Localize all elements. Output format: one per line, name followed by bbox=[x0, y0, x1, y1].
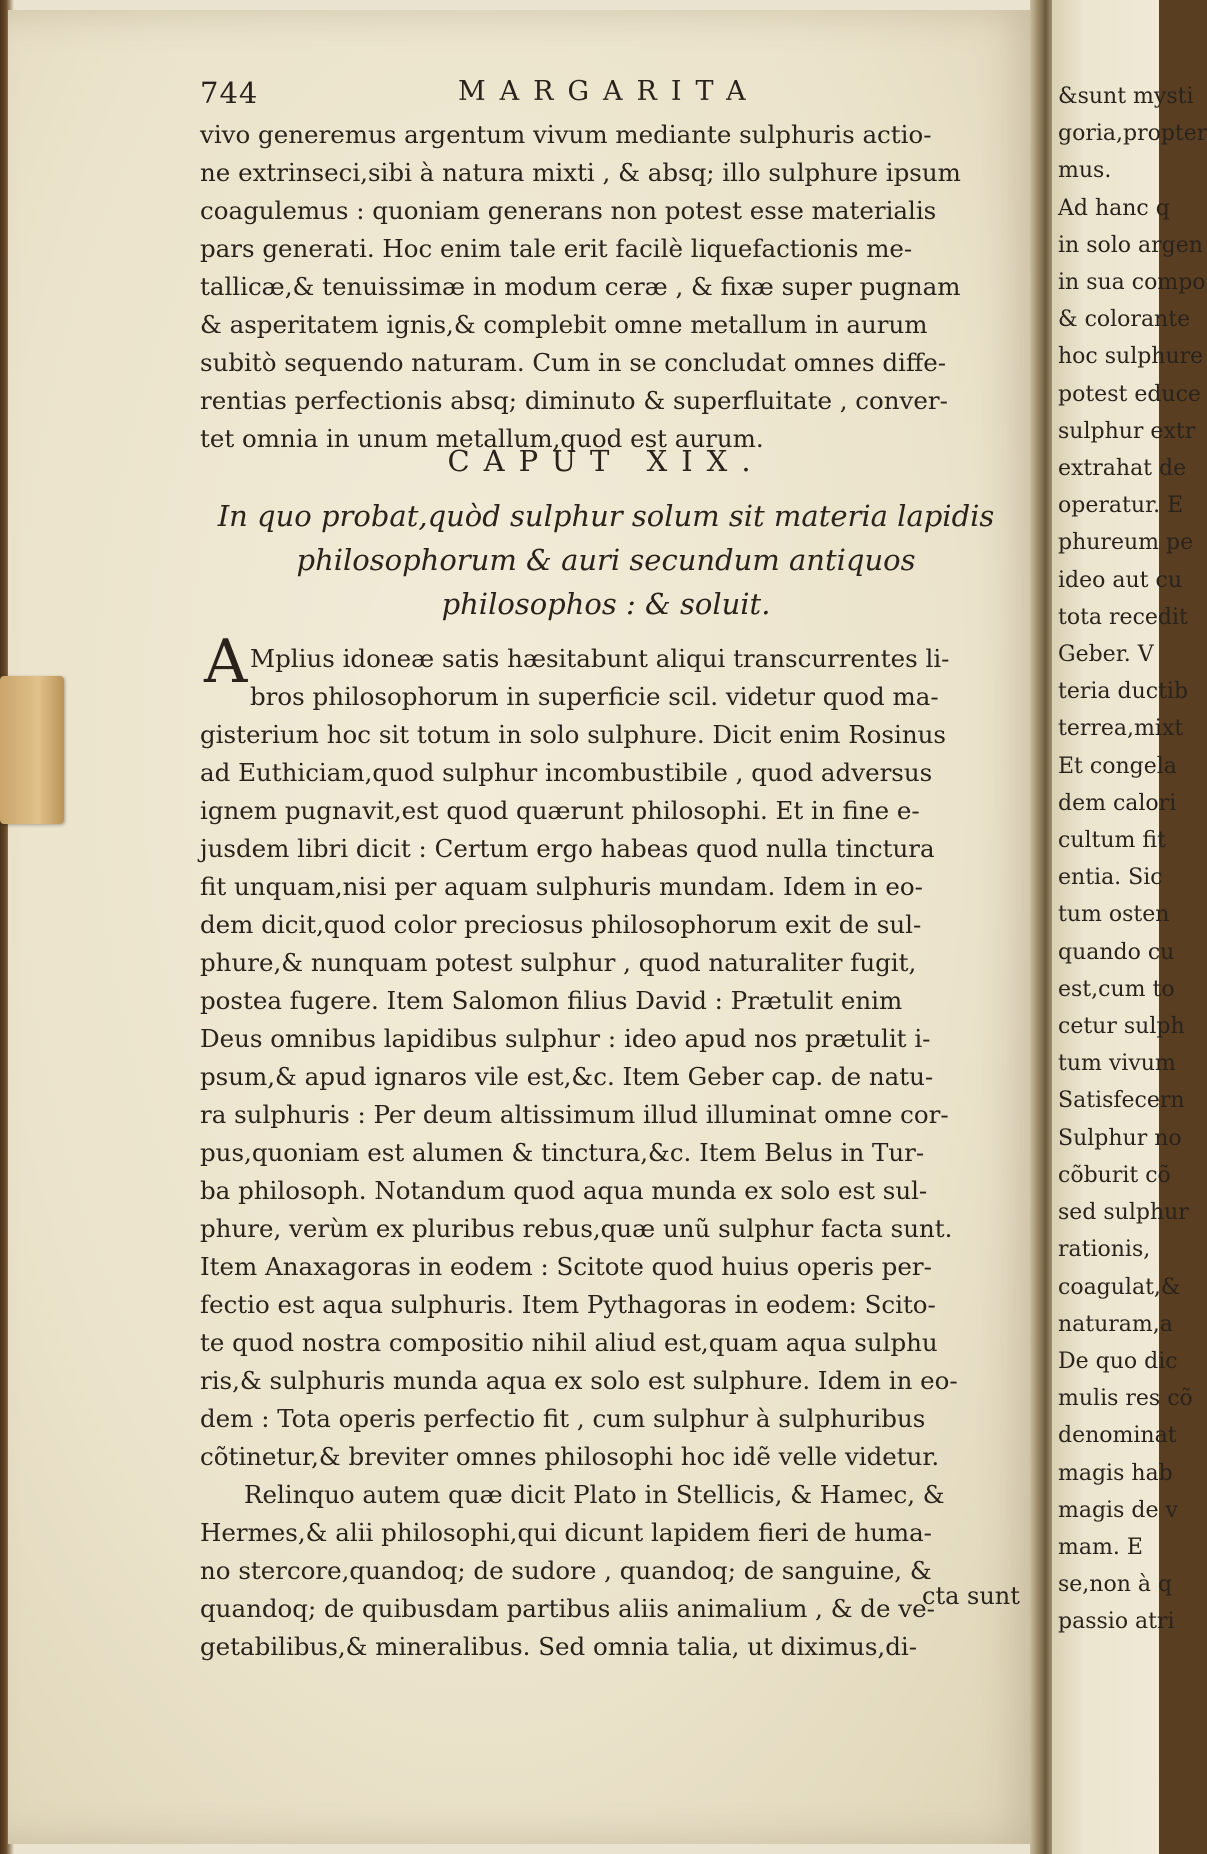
text-line: ra sulphuris : Per deum altissimum illud illuminat omne cor- bbox=[200, 1100, 949, 1129]
text-line: quando cu bbox=[1058, 939, 1175, 965]
text-line: Relinquo autem quæ dicit Plato in Stellicis, & Hamec, & bbox=[244, 1480, 945, 1509]
text-line: in solo argen bbox=[1058, 232, 1203, 258]
text-line: magis de v bbox=[1058, 1497, 1178, 1523]
text-line: hoc sulphure bbox=[1058, 344, 1204, 370]
chapter-heading: CAPUT XIX. bbox=[447, 444, 765, 478]
text-line: extrahat de bbox=[1058, 456, 1187, 482]
text-line: postea fugere. Item Salomon filius David : Prætulit enim bbox=[200, 986, 903, 1015]
text-line: ideo aut cu bbox=[1058, 567, 1182, 593]
text-line: cõburit cõ bbox=[1058, 1162, 1171, 1188]
text-line: terrea,mixt bbox=[1058, 716, 1184, 742]
text-line: fectio est aqua sulphuris. Item Pythagoras in eodem: Scito- bbox=[200, 1290, 936, 1319]
text-line: De quo dic bbox=[1058, 1348, 1178, 1374]
text-line: pars generati. Hoc enim tale erit facilè liquefactionis me- bbox=[200, 234, 913, 263]
text-line: coagulemus : quoniam generans non potest esse materialis bbox=[200, 196, 937, 225]
text-line: psum,& apud ignaros vile est,&c. Item Geber cap. de natu- bbox=[200, 1062, 934, 1091]
main-paragraph bbox=[200, 640, 1012, 1476]
text-line: jusdem libri dicit : Certum ergo habeas quod nulla tinctura bbox=[200, 834, 935, 863]
running-title: MARGARITA bbox=[458, 76, 760, 107]
text-line: & colorante bbox=[1058, 307, 1191, 333]
text-line: tum vivum bbox=[1058, 1051, 1176, 1077]
text-line: se,non à q bbox=[1058, 1572, 1173, 1598]
text-line: ba philosoph. Notandum quod aqua munda ex solo est sul- bbox=[200, 1176, 928, 1205]
text-line: est,cum to bbox=[1058, 976, 1175, 1002]
text-line: Hermes,& alii philosophi,qui dicunt lapidem fieri de huma- bbox=[200, 1518, 932, 1547]
text-line: mus. bbox=[1058, 158, 1112, 184]
text-line: & asperitatem ignis,& complebit omne metallum in aurum bbox=[200, 310, 928, 339]
text-line: operatur. E bbox=[1058, 493, 1184, 519]
subtitle-line: In quo probat,quòd sulphur solum sit materia lapidis bbox=[217, 499, 995, 533]
text-line: Satisfecern bbox=[1058, 1088, 1185, 1114]
text-line: Geber. V bbox=[1058, 642, 1154, 668]
text-line: rationis, bbox=[1058, 1237, 1151, 1263]
text-line: tallicæ,& tenuissimæ in modum ceræ , & fixæ super pugnam bbox=[200, 272, 961, 301]
text-line: pus,quoniam est alumen & tinctura,&c. Item Belus in Tur- bbox=[200, 1138, 925, 1167]
subtitle-line: philosophorum & auri secundum antiquos bbox=[296, 543, 916, 577]
text-line: sed sulphur bbox=[1058, 1200, 1189, 1226]
text-line: ignem pugnavit,est quod quærunt philosophi. Et in fine e- bbox=[200, 796, 920, 825]
text-line: goria,propter bbox=[1058, 121, 1207, 147]
text-line: cetur sulph bbox=[1058, 1014, 1185, 1040]
text-line: teria ductib bbox=[1058, 679, 1189, 705]
subtitle-line: philosophos : & soluit. bbox=[441, 587, 771, 621]
text-line: denominat bbox=[1058, 1423, 1177, 1449]
text-line: mulis res cõ bbox=[1058, 1386, 1193, 1412]
text-line: coagulat,& bbox=[1058, 1274, 1181, 1300]
text-line: cõtinetur,& breviter omnes philosophi hoc idẽ velle videtur. bbox=[200, 1442, 940, 1471]
text-line: cultum fit bbox=[1058, 828, 1166, 854]
catchword: cta sunt bbox=[922, 1582, 1020, 1610]
text-line: magis hab bbox=[1058, 1460, 1173, 1486]
text-line: rentias perfectionis absq; diminuto & superfluitate , conver- bbox=[200, 386, 948, 415]
text-line: Sulphur no bbox=[1058, 1125, 1182, 1151]
chapter-subtitle bbox=[200, 494, 1012, 626]
text-line: dem : Tota operis perfectio fit , cum sulphur à sulphuribus bbox=[200, 1404, 926, 1433]
text-line: ad Euthiciam,quod sulphur incombustibile , quod adversus bbox=[200, 758, 933, 787]
text-line: in sua compo bbox=[1058, 270, 1206, 296]
text-line: dem calori bbox=[1058, 790, 1177, 816]
page-number: 744 bbox=[200, 76, 259, 110]
text-line: quandoq; de quibusdam partibus aliis animalium , & de ve- bbox=[200, 1594, 935, 1623]
text-line: ne extrinseci,sibi à natura mixti , & absq; illo sulphure ipsum bbox=[200, 158, 961, 187]
page-header bbox=[200, 72, 790, 112]
text-line: tota recedit bbox=[1058, 604, 1188, 630]
text-line: subitò sequendo naturam. Cum in se concludat omnes diffe- bbox=[200, 348, 947, 377]
text-line: Ad hanc q bbox=[1058, 195, 1170, 221]
text-line: vivo generemus argentum vivum mediante sulphuris actio- bbox=[200, 120, 932, 149]
text-line: &sunt mysti bbox=[1058, 84, 1194, 109]
text-line: entia. Sic bbox=[1058, 865, 1163, 891]
text-line: Item Anaxagoras in eodem : Scitote quod huius operis per- bbox=[200, 1252, 932, 1281]
top-paragraph bbox=[200, 116, 1012, 458]
text-line: phure,& nunquam potest sulphur , quod naturaliter fugit, bbox=[200, 948, 917, 977]
text-line: Mplius idoneæ satis hæsitabunt aliqui transcurrentes li- bbox=[250, 644, 950, 673]
text-line: passio atri bbox=[1058, 1609, 1175, 1635]
text-line: phureum pe bbox=[1058, 530, 1194, 556]
text-line: Deus omnibus lapidibus sulphur : ideo apud nos prætulit i- bbox=[200, 1024, 931, 1053]
text-line: tet omnia in unum metallum,quod est aurum. bbox=[200, 424, 764, 453]
text-line: potest educe bbox=[1058, 381, 1201, 407]
drop-cap: A bbox=[204, 627, 248, 697]
right-page bbox=[1052, 0, 1207, 1854]
text-line: te quod nostra compositio nihil aliud est,quam aqua sulphu bbox=[200, 1328, 938, 1357]
text-line: getabilibus,& mineralibus. Sed omnia talia, ut diximus,di- bbox=[200, 1632, 917, 1661]
text-line: tum osten bbox=[1058, 902, 1170, 928]
text-line: no stercore,quandoq; de sudore , quandoq; de sanguine, & bbox=[200, 1556, 932, 1585]
text-line: phure, verùm ex pluribus rebus,quæ unũ sulphur facta sunt. bbox=[200, 1214, 953, 1243]
bookmark-tab bbox=[0, 676, 64, 824]
text-line: dem dicit,quod color preciosus philosophorum exit de sul- bbox=[200, 910, 922, 939]
text-line: fit unquam,nisi per aquam sulphuris mundam. Idem in eo- bbox=[200, 872, 923, 901]
text-line: sulphur extr bbox=[1058, 418, 1196, 444]
second-paragraph bbox=[200, 1476, 1012, 1666]
text-line: ris,& sulphuris munda aqua ex solo est sulphure. Idem in eo- bbox=[200, 1366, 958, 1395]
right-page-text bbox=[1058, 78, 1207, 1641]
text-line: bros philosophorum in superficie scil. videtur quod ma- bbox=[250, 682, 939, 711]
text-line: naturam,a bbox=[1058, 1311, 1173, 1337]
text-line: gisterium hoc sit totum in solo sulphure. Dicit enim Rosinus bbox=[200, 720, 946, 749]
text-line: Et congela bbox=[1058, 753, 1177, 779]
text-line: mam. E bbox=[1058, 1534, 1143, 1560]
